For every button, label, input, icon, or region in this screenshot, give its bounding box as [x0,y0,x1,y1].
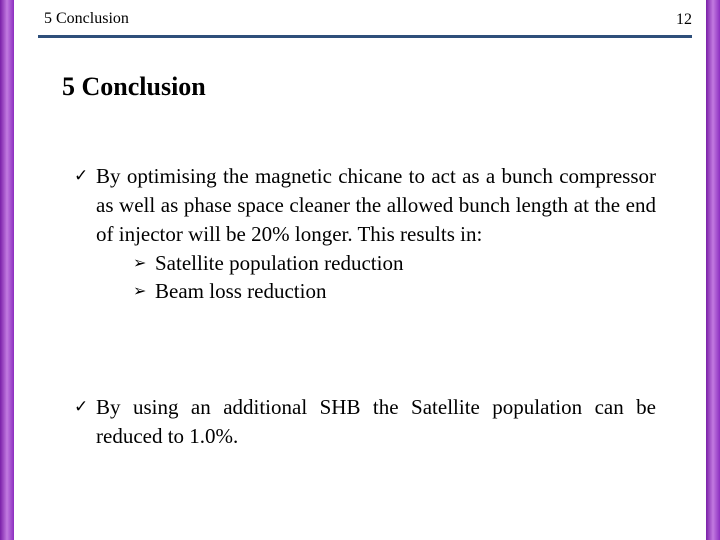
bullet-item-1 [74,162,656,305]
arrow-icon: ➢ [133,281,147,300]
check-icon: ✓ [74,166,89,186]
right-border [706,0,720,540]
header-section-label: 5 Conclusion [44,10,129,27]
slide-title: 5 Conclusion [62,72,206,101]
header-divider [38,35,692,38]
sub-item-2 [133,277,656,305]
bullet-item-2 [74,393,656,451]
check-icon: ✓ [74,397,89,417]
arrow-icon: ➢ [133,253,147,272]
sub-item-text-1: Satellite population reduction [155,251,404,275]
page-number: 12 [676,11,692,28]
bullet-text-2: By using an additional SHB the Satellite population can be reduced to 1.0%. [96,395,656,448]
bullet-text-1: By optimising the magnetic chicane to act as a bunch compressor as well as phase space cleaner the allowed bunch length at the end of injector will be 20% longer. This results in: [96,164,656,246]
sub-item-1 [133,249,656,277]
left-border [0,0,14,540]
sub-item-text-2: Beam loss reduction [155,279,327,303]
